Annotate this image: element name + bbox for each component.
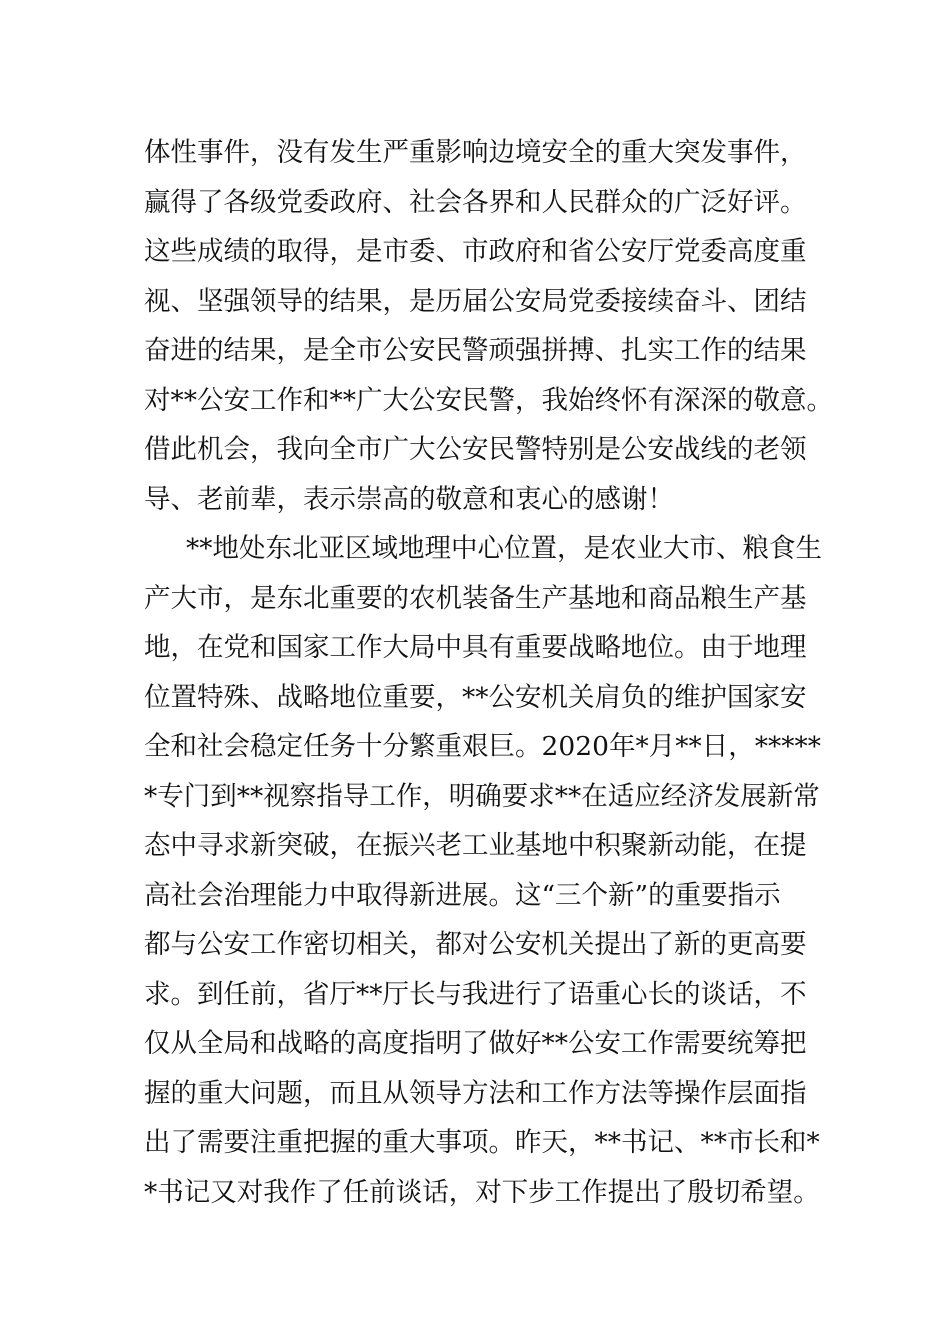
- text-line: 求。到任前，省厅**厅长与我进行了语重心长的谈话，不: [144, 978, 807, 1010]
- text-line: 都与公安工作密切相关，都对公安机关提出了新的更高要: [144, 929, 807, 960]
- text-line: 握的重大问题，而且从领导方法和工作方法等操作层面指: [144, 1077, 807, 1109]
- paragraph-first-line: **地处东北亚区域地理中心位置，是农业大市、粮食生: [186, 533, 822, 564]
- text-line: 借此机会，我向全市广大公安民警特别是公安战线的老领: [144, 434, 807, 465]
- text-line: 仅从全局和战略的高度指明了做好**公安工作需要统筹把: [144, 1028, 807, 1059]
- text-line: 高社会治理能力中取得新进展。这“三个新”的重要指示: [144, 879, 781, 911]
- text-line: 赢得了各级党委政府、社会各界和人民群众的广泛好评。: [144, 186, 807, 218]
- text-line: *书记又对我作了任前谈话，对下步工作提出了殷切希望。: [144, 1176, 820, 1208]
- text-line: 态中寻求新突破，在振兴老工业基地中积聚新动能，在提: [144, 830, 807, 861]
- text-line: 这些成绩的取得，是市委、市政府和省公安厅党委高度重: [144, 236, 807, 267]
- text-line: 体性事件，没有发生严重影响边境安全的重大突发事件，: [144, 137, 807, 168]
- text-line: 奋进的结果，是全市公安民警顽强拼搏、扎实工作的结果: [144, 335, 807, 366]
- text-line: 对**公安工作和**广大公安民警，我始终怀有深深的敬意。: [144, 384, 833, 416]
- text-line: 产大市，是东北重要的农机装备生产基地和商品粮生产基: [144, 582, 807, 614]
- body-text: [144, 128, 864, 1217]
- text-line: 导、老前辈，表示崇高的敬意和衷心的感谢！: [144, 483, 674, 515]
- text-line: 位置特殊、战略地位重要，**公安机关肩负的维护国家安: [144, 681, 807, 713]
- text-line: 视、坚强领导的结果，是历届公安局党委接续奋斗、团结: [144, 285, 807, 317]
- text-line: 出了需要注重把握的重大事项。昨天，**书记、**市长和*: [144, 1127, 820, 1158]
- text-line: 全和社会稳定任务十分繁重艰巨。2020年*月**日，*****: [144, 731, 821, 762]
- text-line: *专门到**视察指导工作，明确要求**在适应经济发展新常: [144, 780, 820, 812]
- text-line: 地，在党和国家工作大局中具有重要战略地位。由于地理: [144, 632, 807, 663]
